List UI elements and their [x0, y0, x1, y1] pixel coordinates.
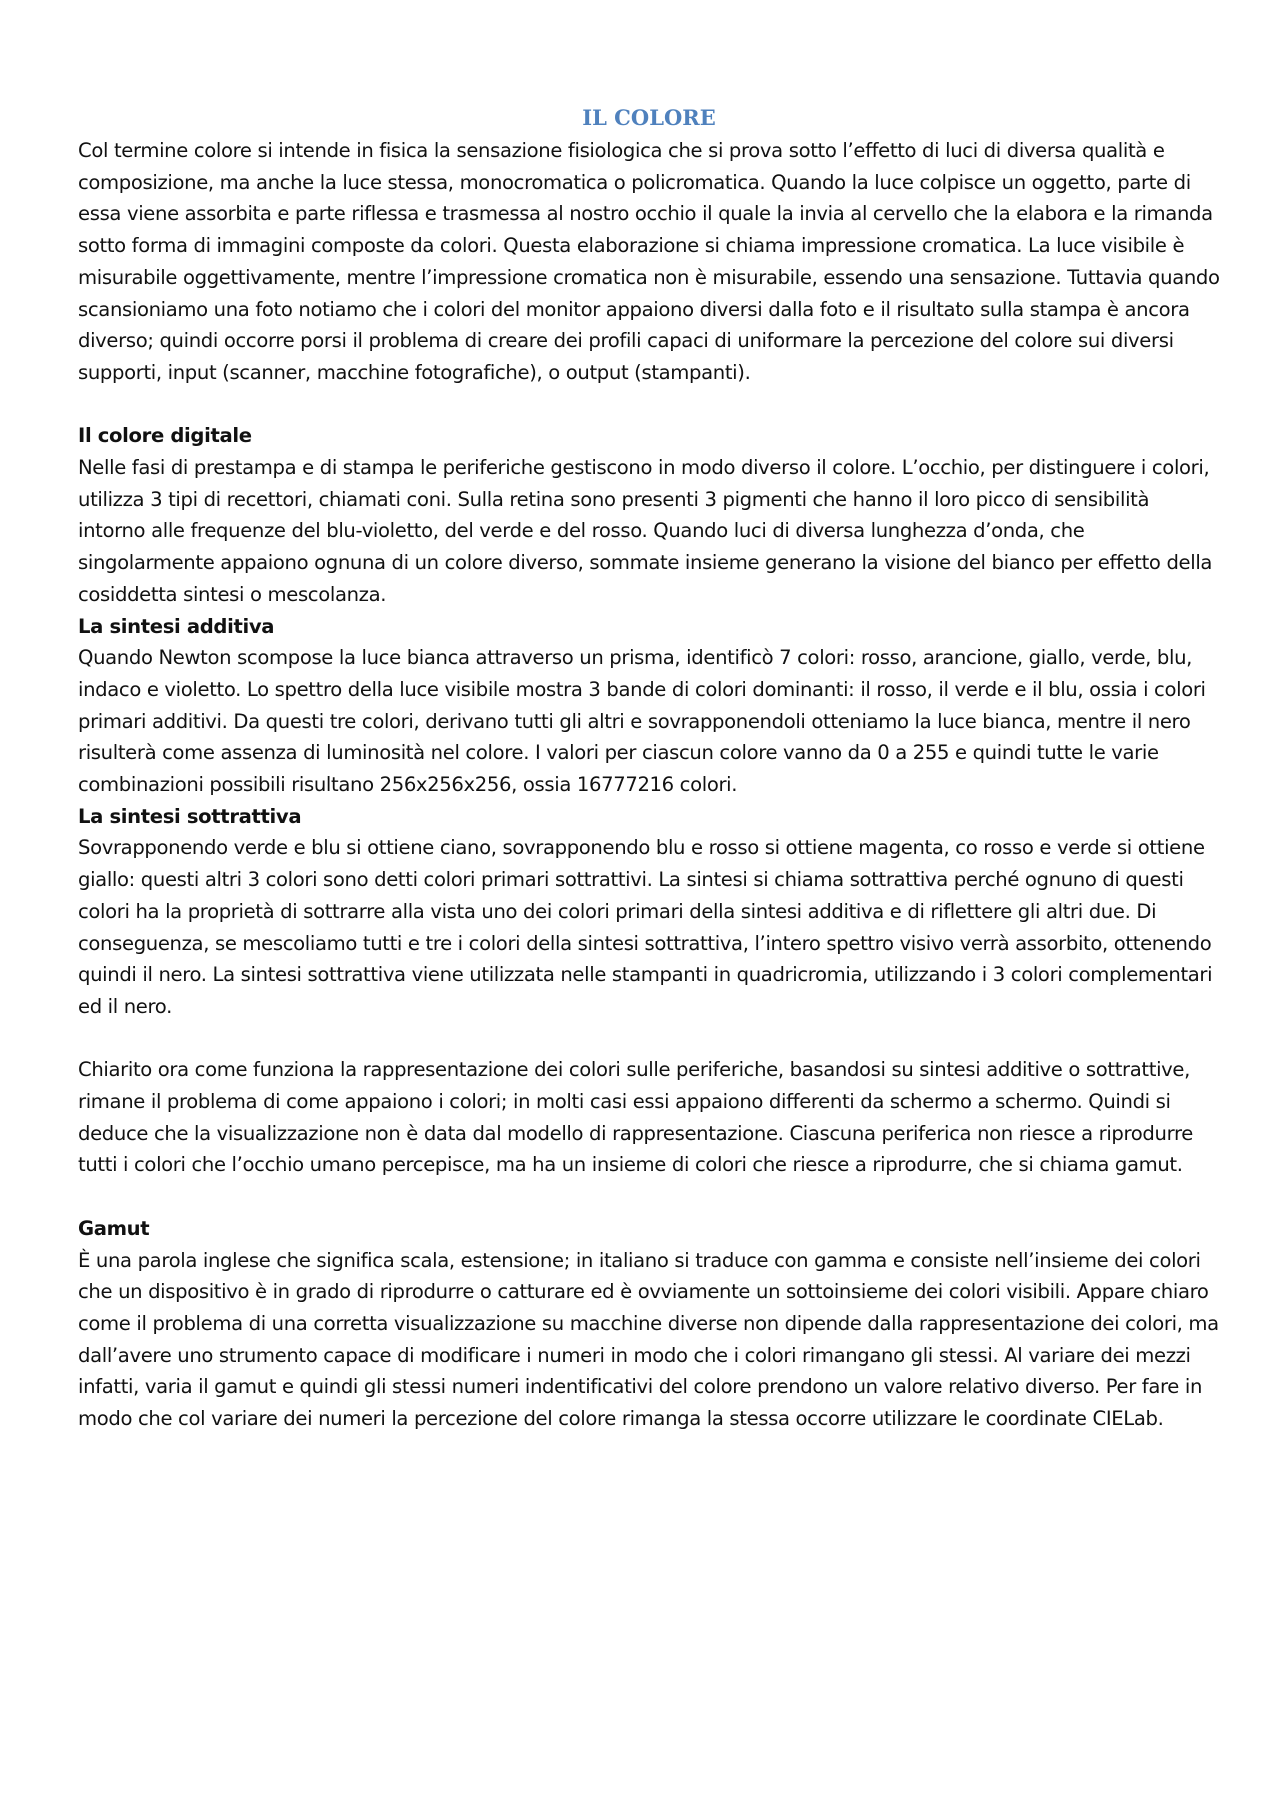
section-text-gamut: È una parola inglese che significa scala, estensione; in italiano si traduce con gamma e consiste nell’insieme dei colori che un dispositivo è in grado di riprodurre o catturare ed è ovviamente un sottoinsieme dei colori visibili. Appare chiaro come il problema di una corretta visualizzazione su macchine diverse non dipende dalla rappresentazione dei colori, ma dall’avere uno strumento capace di modificare i numeri in modo che i colori rimangano gli stessi. Al variare dei mezzi infatti, varia il gamut e quindi gli stessi numeri indentificativi del colore prendono un valore relativo diverso. Per fare in modo che col variare dei numeri la percezione del colore rimanga la stessa occorre utilizzare le coordinate CIELab.	[78, 1248, 1219, 1431]
section-text-sintesi-additiva: Quando Newton scompose la luce bianca attraverso un prisma, identificò 7 colori: rosso, arancione, giallo, verde, blu, indaco e violetto. Lo spettro della luce visibile mostra 3 bande di colori dominanti: il rosso, il verde e il blu, ossia i colori primari additivi. Da questi tre colori, derivano tutti gli altri e sovrapponendoli otteniamo la luce bianca, mentre il nero risulterà come assenza di luminosità nel colore. I valori per ciascun colore vanno da 0 a 255 e quindi tutte le varie combinazioni possibili risultano 256x256x256, ossia 16777216 colori.	[78, 646, 1206, 797]
section-heading-sintesi-additiva: La sintesi additiva	[78, 614, 275, 638]
gamut-intro-paragraph: Chiarito ora come funziona la rappresentazione dei colori sulle periferiche, basandosi su sintesi additive o sottrattive, rimane il problema di come appaiono i colori; in molti casi essi appaiono differenti da schermo a schermo. Quindi si deduce che la visualizzazione non è data dal modello di rappresentazione. Ciascuna periferica non riesce a riprodurre tutti i colori che l’occhio umano percepisce, ma ha un insieme di colori che riesce a riprodurre, che si chiama gamut.	[78, 1058, 1193, 1177]
section-text-colore-digitale: Nelle fasi di prestampa e di stampa le periferiche gestiscono in modo diverso il colore. L’occhio, per distinguere i colori, utilizza 3 tipi di recettori, chiamati coni. Sulla retina sono presenti 3 pigmenti che hanno il loro picco di sensibilità intorno alle frequenze del blu-violetto, del verde e del rosso. Quando luci di diversa lunghezza d’onda, che singolarmente appaiono ognuna di un colore diverso, sommate insieme generano la visione del bianco per effetto della cosiddetta sintesi o mescolanza.	[78, 456, 1213, 606]
document-title: IL COLORE	[582, 105, 716, 130]
section-heading-colore-digitale: Il colore digitale	[78, 424, 252, 448]
intro-paragraph: Col termine colore si intende in fisica la sensazione fisiologica che si prova sotto l’effetto di luci di diversa qualità e composizione, ma anche la luce stessa, monocromatica o policromatica. Quando la luce colpisce un oggetto, parte di essa viene assorbita e parte riflessa e trasmessa al nostro occhio il quale la invia al cervello che la elabora e la rimanda sotto forma di immagini composte da colori. Questa elaborazione si chiama impressione cromatica. La luce visibile è misurabile oggettivamente, mentre l’impressione cromatica non è misurabile, essendo una sensazione. Tuttavia quando scansioniamo una foto notiamo che i colori del monitor appaiono diversi dalla foto e il risultato sulla stampa è ancora diverso; quindi occorre porsi il problema di creare dei profili capaci di uniformare la percezione del colore sui diversi supporti, input (scanner, macchine fotografiche), o output (stampanti).	[78, 139, 1220, 384]
paragraph-spacer	[78, 1023, 1220, 1055]
document-body	[78, 101, 1220, 1435]
section-heading-sintesi-sottrattiva: La sintesi sottrattiva	[78, 804, 302, 828]
paragraph-spacer	[78, 1181, 1220, 1213]
section-heading-gamut: Gamut	[78, 1216, 150, 1240]
section-text-sintesi-sottrattiva: Sovrapponendo verde e blu si ottiene ciano, sovrapponendo blu e rosso si ottiene magenta, co rosso e verde si ottiene giallo: questi altri 3 colori sono detti colori primari sottrattivi. La sintesi si chiama sottrattiva perché ognuno di questi colori ha la proprietà di sottrarre alla vista uno dei colori primari della sintesi additiva e di riflettere gli altri due. Di conseguenza, se mescoliamo tutti e tre i colori della sintesi sottrattiva, l’intero spettro visivo verrà assorbito, ottenendo quindi il nero. La sintesi sottrattiva viene utilizzata nelle stampanti in quadricromia, utilizzando i 3 colori complementari ed il nero.	[78, 836, 1213, 1018]
paragraph-spacer	[78, 389, 1220, 421]
